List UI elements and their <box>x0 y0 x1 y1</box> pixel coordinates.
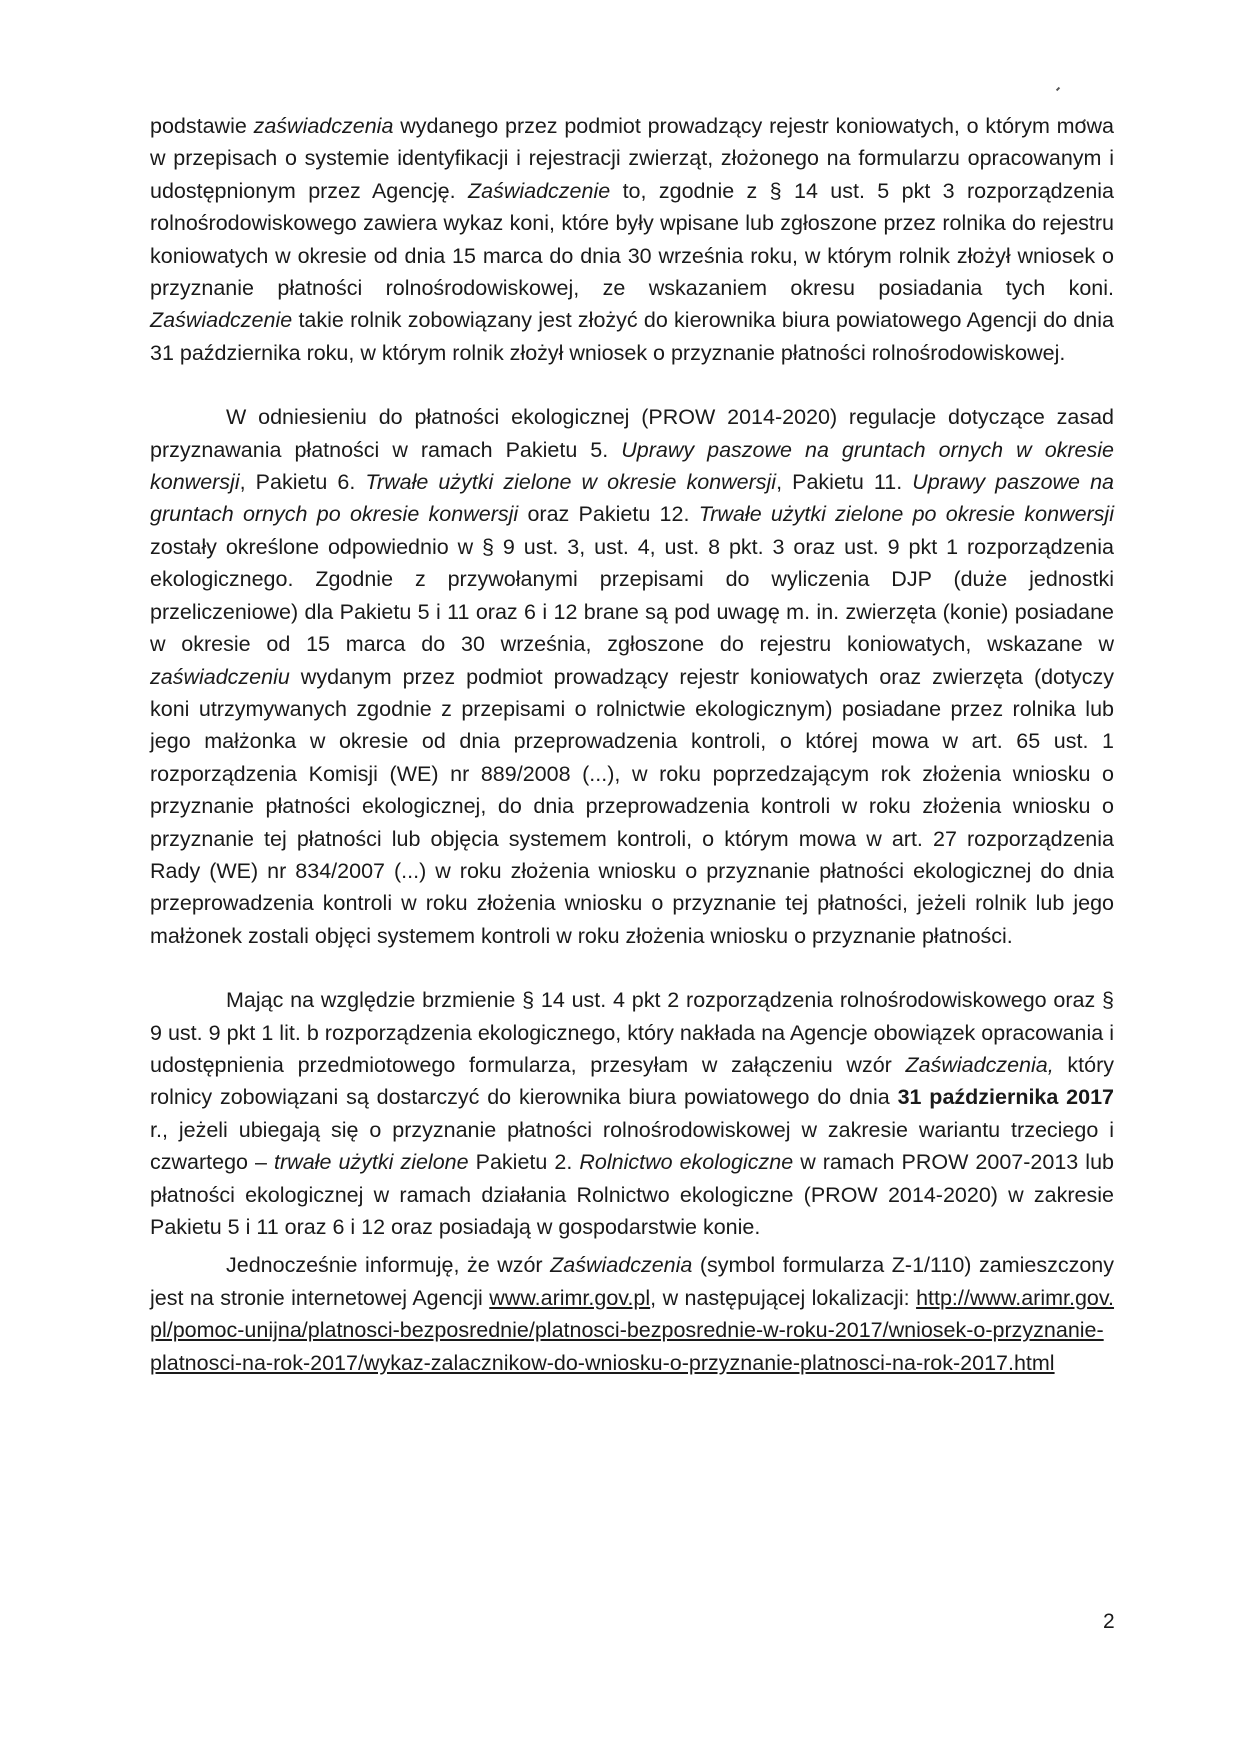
italic-run: zaświadczeniu <box>150 664 290 689</box>
paragraph-spacer <box>150 952 1114 984</box>
text-run: Jednocześnie informuję, że wzór <box>226 1253 551 1278</box>
italic-run: Trwałe użytki zielone po okresie konwersji <box>698 502 1114 527</box>
italic-run: Trwałe użytki zielone w okresie konwersji <box>365 470 777 495</box>
text-run: W odniesieniu do płatności ekologicznej (PROW 2014-2020) regulacje dotyczące zasad przyznawania płatności w ramach Pakietu 5. <box>150 405 1114 462</box>
deadline-date: 31 października 2017 <box>897 1085 1115 1110</box>
text-run: oraz Pakietu 12. <box>518 502 699 527</box>
italic-run: Uprawy paszowe na gruntach ornych po okresie konwersji <box>150 470 1114 527</box>
text-run: Pakietu 2. <box>468 1150 580 1175</box>
text-run: , Pakietu 6. <box>239 470 366 495</box>
italic-run: zaświadczenia <box>253 114 394 138</box>
page-number: 2 <box>1103 1610 1115 1633</box>
paragraph-certificate-info <box>150 110 1114 369</box>
italic-run: Rolnictwo ekologiczne <box>579 1150 794 1175</box>
italic-run: Zaświadczenie <box>150 308 293 333</box>
italic-run: Zaświadczenia <box>550 1253 693 1278</box>
text-run: takie rolnik zobowiązany jest złożyć do kierownika biura powiatowego Agencji do dnia 31 października roku, w którym rolnik złożył wniosek o przyznanie płatności rolnośrodowiskowej. <box>150 308 1114 365</box>
paragraph-spacer <box>150 369 1114 401</box>
paragraph-form-attachment <box>150 984 1114 1243</box>
text-run: który rolnicy zobowiązani są dostarczyć do kierownika biura powiatowego do dnia <box>150 1052 1114 1110</box>
text-run: r., jeżeli ubiegają się o przyznanie płatności rolnośrodowiskowej w zakresie wariantu trzeciego i czwartego – <box>150 1117 1114 1175</box>
italic-run: Zaświadczenia, <box>905 1052 1054 1077</box>
text-run: to, zgodnie z § 14 ust. 5 pkt 3 rozporządzenia rolnośrodowiskowego zawiera wykaz koni, które były wpisane lub zgłoszone przez rolnika do rejestru koniowatych w okresie od dnia 15 marca do dnia 30 września roku, w którym rolnik złożył wniosek o przyznanie płatności rolnośrodowiskowej, ze wskazaniem okresu posiadania tych koni. <box>150 178 1115 301</box>
text-run: podstawie <box>150 114 254 138</box>
text-run: w ramach PROW 2007-2013 lub płatności ekologicznej w ramach działania Rolnictwo ekologiczne (PROW 2014-2020) w zakresie Pakietu 5 i 11 oraz 6 i 12 oraz posiadają w gospodarstwie konie. <box>150 1150 1114 1239</box>
text-run: , w następującej lokalizacji: <box>650 1285 917 1310</box>
italic-run: Zaświadczenie <box>468 178 611 203</box>
agency-website-link[interactable]: www.arimr.gov.pl <box>489 1285 651 1310</box>
text-run: wydanego przez podmiot prowadzący rejestr koniowatych, o którym mowa w przepisach o systemie identyfikacji i rejestracji zwierząt, złożonego na formularzu opracowanym i udostępnionym przez Agencję. <box>150 114 1114 203</box>
scan-mark <box>1056 87 1060 91</box>
paragraph-form-location <box>150 1249 1114 1379</box>
document-body <box>150 110 1114 1379</box>
form-location-link[interactable]: http://www.arimr.gov.pl/pomoc-unijna/platnosci-bezposrednie/platnosci-bezposrednie-w-roku-2017/wniosek-o-przyznanie-platnosci-na-rok-2017/wykaz-zalacznikow-do-wniosku-o-przyznanie-platnosci-na-rok-2017.html <box>150 1285 1115 1375</box>
text-run: wydanym przez podmiot prowadzący rejestr koniowatych oraz zwierzęta (dotyczy koni utrzymywanych zgodnie z przepisami o rolnictwie ekologicznym) posiadane przez rolnika lub jego małżonka w okresie od dnia przeprowadzenia kontroli, o której mowa w art. 65 ust. 1 rozporządzenia Komisji (WE) nr 889/2008 (...), w roku poprzedzającym rok złożenia wniosku o przyznanie płatności ekologicznej, do dnia przeprowadzenia kontroli w roku złożenia wniosku o przyznanie tej płatności lub objęcia systemem kontroli, o którym mowa w art. 27 rozporządzenia Rady (WE) nr 834/2007 (...) w roku złożenia wniosku o przyznanie płatności ekologicznej do dnia przeprowadzenia kontroli w roku złożenia wniosku o przyznanie tej płatności, jeżeli rolnik lub jego małżonek zostali objęci systemem kontroli w roku złożenia wniosku o przyznanie płatności. <box>150 664 1114 948</box>
italic-run: Uprawy paszowe na gruntach ornych w okresie konwersji <box>150 437 1115 495</box>
paragraph-ecological-payment <box>150 401 1114 952</box>
text-run: Mając na względzie brzmienie § 14 ust. 4 pkt 2 rozporządzenia rolnośrodowiskowego oraz § 9 ust. 9 pkt 1 lit. b rozporządzenia ekologicznego, który nakłada na Agencje obowiązek opracowania i udostępnienia przedmiotowego formularza, przesyłam w załączeniu wzór <box>150 988 1114 1077</box>
text-run: , Pakietu 11. <box>776 470 913 495</box>
italic-run: trwałe użytki zielone <box>274 1150 469 1175</box>
text-run: zostały określone odpowiednio w § 9 ust. 3, ust. 4, ust. 8 pkt. 3 oraz ust. 9 pkt 1 rozporządzenia ekologicznego. Zgodnie z przywołanymi przepisami do wyliczenia DJP (duże jednostki przeliczeniowe) dla Pakietu 5 i 11 oraz 6 i 12 brane są pod uwagę m. in. zwierzęta (konie) posiadane w okresie od 15 marca do 30 września, zgłoszone do rejestru koniowatych, wskazane w <box>150 534 1114 657</box>
text-run: (symbol formularza Z-1/110) zamieszczony jest na stronie internetowej Agencji <box>150 1253 1115 1310</box>
